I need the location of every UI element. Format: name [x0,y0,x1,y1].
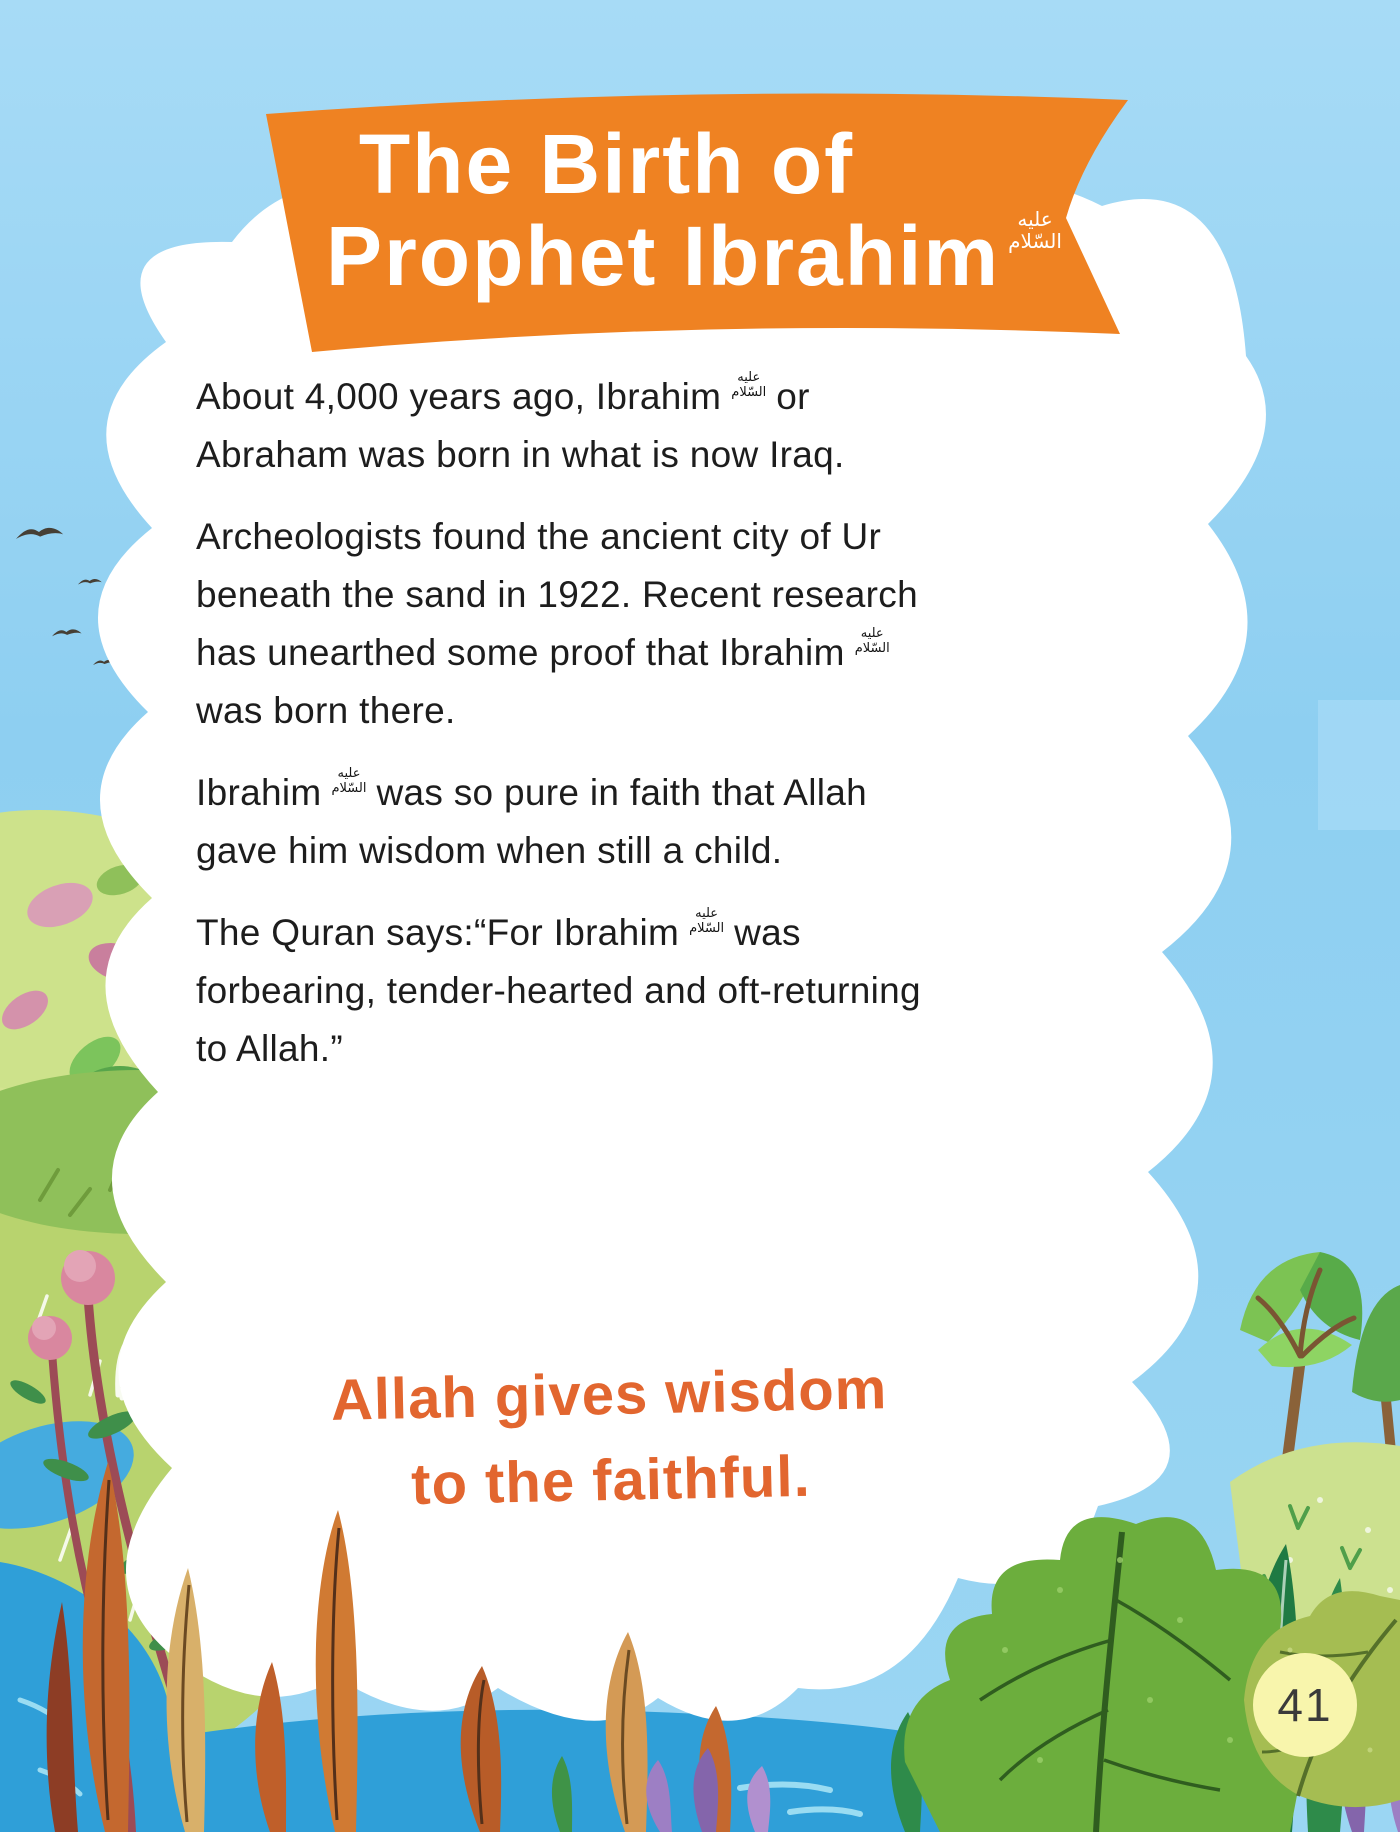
honorific-alayhis-salam: عليه السّلام [854,626,890,656]
text-line: forbearing, tender-hearted and oft-returning [196,970,921,1011]
text-line: The Quran says:“For Ibrahim عليه السّلام was [196,906,801,953]
text-line: has unearthed some proof that Ibrahim عليه السّلام [196,626,890,673]
page-number: 41 [1277,1679,1333,1731]
honorific-alayhis-salam: عليه السّلام [1008,207,1062,253]
moral-quote-line1: Allah gives wisdom [330,1356,888,1433]
moral-quote [148,1342,1071,1533]
honorific-alayhis-salam: عليه السّلام [689,906,725,936]
flying-birds [16,528,116,665]
text-line: beneath the sand in 1922. Recent research [196,574,918,615]
paragraph [196,904,1096,1078]
text-line: Archeologists found the ancient city of Ur [196,516,882,557]
honorific-alayhis-salam: عليه السّلام [331,766,367,796]
banner-title-line1: The Birth of [358,117,855,211]
text-line: About 4,000 years ago, Ibrahim عليه السّلام or [196,370,810,417]
story-text [196,368,1096,1102]
sky-patch [1318,700,1400,830]
paragraph [196,764,1096,880]
banner-title-line2: Prophet Ibrahim عليه السّلام [326,207,1062,303]
paragraph [196,508,1096,740]
text-line: was born there. [196,690,456,731]
honorific-alayhis-salam: عليه السّلام [731,370,767,400]
page-number-badge [1253,1653,1357,1757]
bird-icon [16,528,63,539]
text-line: Abraham was born in what is now Iraq. [196,434,845,475]
paragraph [196,368,1096,484]
text-line: Ibrahim عليه السّلام was so pure in faith that Allah [196,766,868,813]
banner-title [266,118,1122,302]
bird-icon [78,579,102,585]
bird-icon [52,629,82,636]
text-line: to Allah.” [196,1028,343,1069]
moral-quote-line2: to the faithful. [410,1443,812,1518]
text-line: gave him wisdom when still a child. [196,830,783,871]
